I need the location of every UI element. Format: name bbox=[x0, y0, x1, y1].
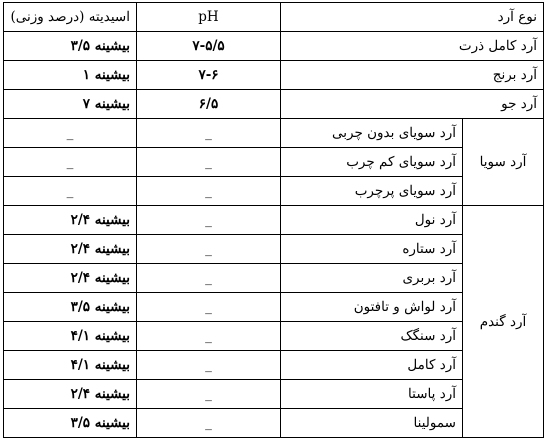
acidity-cell: _ bbox=[4, 148, 137, 177]
ph-cell: _ bbox=[137, 206, 281, 235]
header-ph: pH bbox=[137, 3, 281, 32]
acidity-cell: بیشینه ۲/۴ bbox=[4, 206, 137, 235]
group-label-soy: آرد سویا bbox=[463, 119, 544, 206]
flour-type-cell: آرد بربری bbox=[281, 264, 463, 293]
acidity-cell: _ bbox=[4, 119, 137, 148]
flour-type-cell: آرد پاستا bbox=[281, 380, 463, 409]
acidity-cell: بیشینه ۲/۴ bbox=[4, 264, 137, 293]
table-row bbox=[4, 32, 544, 61]
acidity-cell: _ bbox=[4, 177, 137, 206]
flour-type-cell: آرد سویای پرچرب bbox=[281, 177, 463, 206]
flour-type-cell: آرد ستاره bbox=[281, 235, 463, 264]
acidity-cell: بیشینه ۲/۴ bbox=[4, 235, 137, 264]
ph-cell: _ bbox=[137, 177, 281, 206]
ph-cell: _ bbox=[137, 409, 281, 438]
acidity-cell: بیشینه ۴/۱ bbox=[4, 322, 137, 351]
flour-type-cell: آرد کامل ذرت bbox=[281, 32, 544, 61]
header-acidity: اسیدیته (درصد وزنی) bbox=[4, 3, 137, 32]
ph-cell: _ bbox=[137, 264, 281, 293]
ph-cell: _ bbox=[137, 293, 281, 322]
table-row bbox=[4, 206, 544, 235]
header-row bbox=[4, 3, 544, 32]
ph-cell: _ bbox=[137, 148, 281, 177]
flour-type-cell: سمولینا bbox=[281, 409, 463, 438]
flour-type-cell: آرد لواش و تافتون bbox=[281, 293, 463, 322]
ph-cell: ۷-۶ bbox=[137, 61, 281, 90]
ph-cell: ۶/۵ bbox=[137, 90, 281, 119]
flour-type-cell: آرد برنج bbox=[281, 61, 544, 90]
acidity-cell: بیشینه ۴/۱ bbox=[4, 351, 137, 380]
ph-cell: _ bbox=[137, 322, 281, 351]
acidity-cell: بیشینه ۳/۵ bbox=[4, 409, 137, 438]
acidity-cell: بیشینه ۱ bbox=[4, 61, 137, 90]
ph-cell: _ bbox=[137, 380, 281, 409]
flour-type-cell: آرد سویای بدون چربی bbox=[281, 119, 463, 148]
ph-cell: ۷-۵/۵ bbox=[137, 32, 281, 61]
table-row bbox=[4, 119, 544, 148]
acidity-cell: بیشینه ۳/۵ bbox=[4, 32, 137, 61]
ph-cell: _ bbox=[137, 119, 281, 148]
flour-type-cell: آرد جو bbox=[281, 90, 544, 119]
flour-type-cell: آرد سویای کم چرب bbox=[281, 148, 463, 177]
ph-cell: _ bbox=[137, 235, 281, 264]
flour-specs-table bbox=[3, 2, 544, 438]
group-label-wheat: آرد گندم bbox=[463, 206, 544, 438]
header-flour-type: نوع آرد bbox=[281, 3, 544, 32]
acidity-cell: بیشینه ۳/۵ bbox=[4, 293, 137, 322]
table-row bbox=[4, 90, 544, 119]
flour-type-cell: آرد نول bbox=[281, 206, 463, 235]
table-row bbox=[4, 61, 544, 90]
acidity-cell: بیشینه ۲/۴ bbox=[4, 380, 137, 409]
flour-type-cell: آرد کامل bbox=[281, 351, 463, 380]
acidity-cell: بیشینه ۷ bbox=[4, 90, 137, 119]
flour-type-cell: آرد سنگک bbox=[281, 322, 463, 351]
ph-cell: _ bbox=[137, 351, 281, 380]
